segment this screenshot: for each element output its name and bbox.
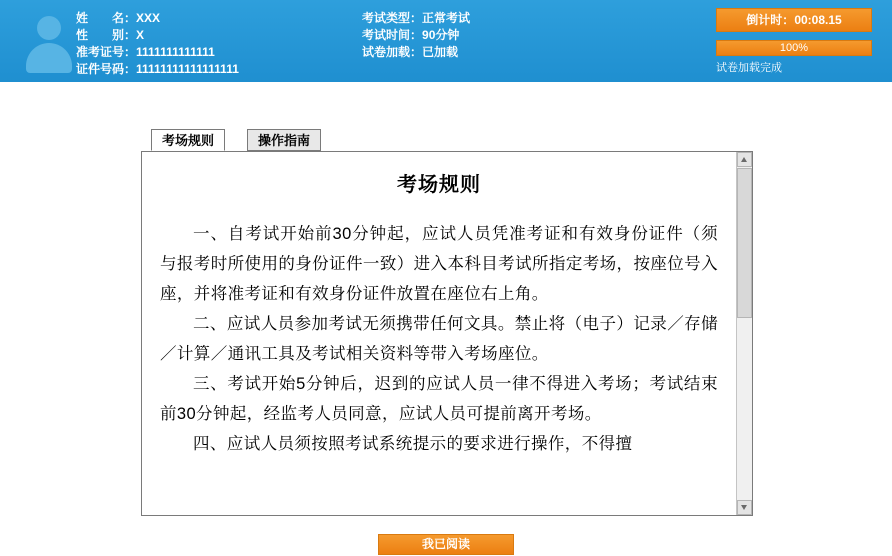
tab-exam-rules[interactable]: 考场规则 [151,129,225,151]
paper-load-value: 已加载 [422,45,459,59]
rules-paragraph-4: 四、应试人员须按照考试系统提示的要求进行操作，不得擅 [193,435,633,453]
scrollbar-thumb[interactable] [737,168,752,318]
exam-type-value: 正常考试 [422,11,471,25]
candidate-idcard-value: 11111111111111111 [136,62,239,76]
candidate-info [76,10,239,78]
avatar [20,8,78,74]
avatar-body-shape [26,43,72,73]
rules-scroll-area [142,152,736,515]
exam-info [362,10,470,61]
avatar-head-shape [37,16,61,40]
candidate-name-label: 姓 名： [76,11,137,25]
candidate-ticket-label: 准考证号： [76,45,137,59]
paper-load-status-text: 试卷加载完成 [716,62,782,74]
candidate-name-value: XXX [136,11,161,25]
vertical-scrollbar[interactable] [736,152,752,515]
rules-paragraph-1: 一、自考试开始前30分钟起，应试人员凭准考证和有效身份证件（须与报考时所使用的身份证件一致）进入本科目考试所指定考场，按座位号入座，并将准考证和有效身份证件放置在座位右上角。 [160,225,718,303]
candidate-gender-row [76,27,239,43]
rules-panel [141,151,753,516]
main-content [0,82,892,556]
exam-duration-row [362,27,470,43]
candidate-name-row [76,10,239,26]
candidate-ticket-value: 1111111111111 [136,45,215,59]
countdown-label: 倒计时： [746,13,795,27]
paper-load-row [362,44,470,60]
header-bar [0,0,892,82]
candidate-ticket-row [76,44,239,60]
scroll-down-icon[interactable] [737,500,752,515]
candidate-gender-label: 性 别： [76,28,137,42]
scroll-up-icon[interactable] [737,152,752,167]
paper-load-label: 试卷加载： [362,45,423,59]
rules-paragraph-2: 二、应试人员参加考试无须携带任何文具。禁止将（电子）记录／存储／计算／通讯工具及考试相关资料等带入考场座位。 [160,315,718,363]
exam-type-label: 考试类型： [362,11,423,25]
paper-load-progress-percent: 100% [779,42,809,54]
i-have-read-button[interactable]: 我已阅读 [378,534,514,555]
paper-load-progress-bar [716,40,872,56]
exam-duration-value: 90分钟 [422,28,460,42]
rules-paragraph-3: 三、考试开始5分钟后，迟到的应试人员一律不得进入考场；考试结束前30分钟起，经监考人员同意，应试人员可提前离开考场。 [160,375,718,423]
caret-down-icon [741,505,747,510]
page-title: 考场规则 [397,174,481,196]
candidate-gender-value: X [136,28,145,42]
candidate-idcard-label: 证件号码： [76,62,137,76]
tab-operation-guide[interactable]: 操作指南 [247,129,321,151]
exam-duration-label: 考试时间： [362,28,423,42]
exam-type-row [362,10,470,26]
countdown-timer [716,8,872,32]
countdown-value: 00:08.15 [794,13,842,27]
candidate-idcard-row [76,61,239,77]
caret-up-icon [741,157,747,162]
tab-bar [141,129,753,152]
